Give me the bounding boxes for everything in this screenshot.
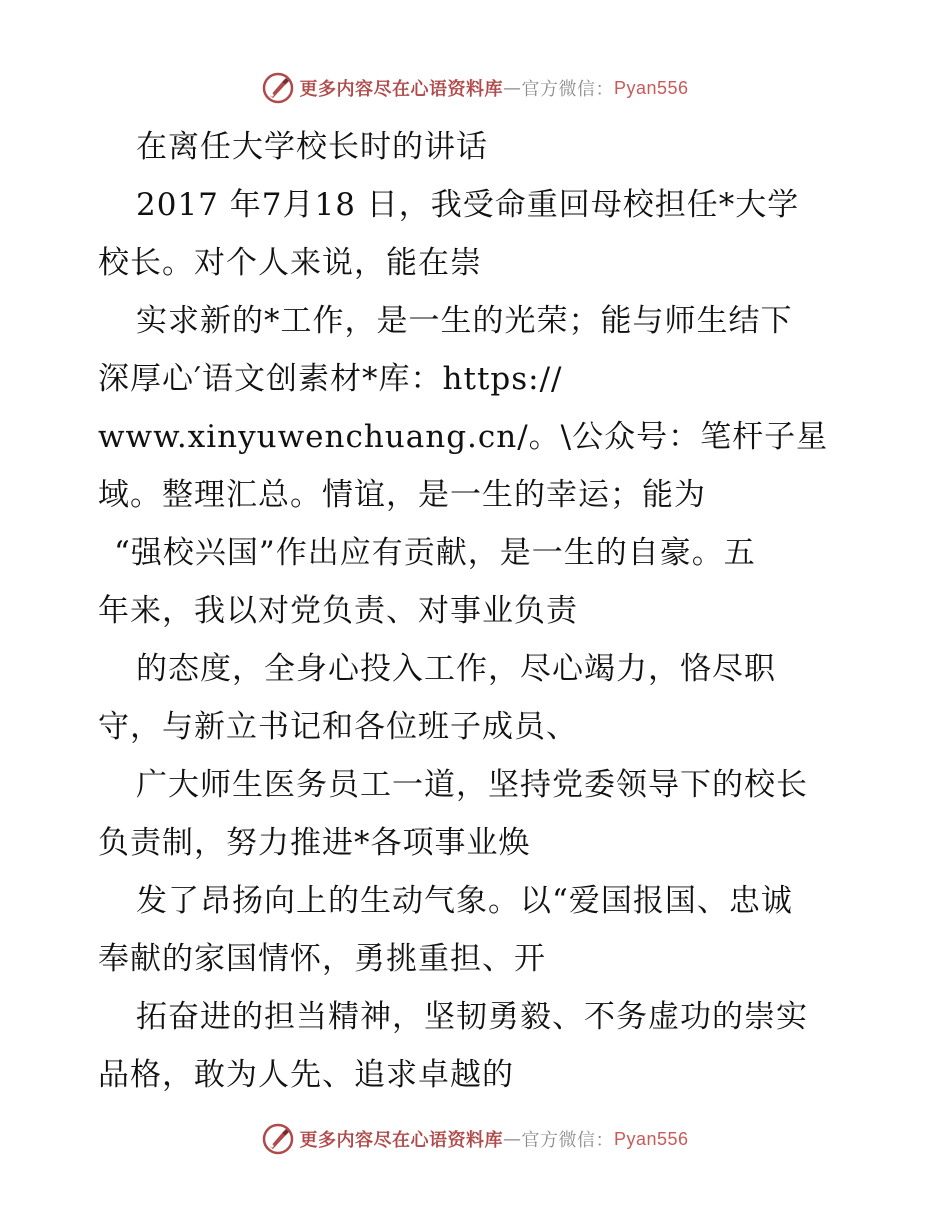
paragraph-line: 深厚心′语文创素材*库：https://	[98, 361, 563, 397]
paragraph-line: 2017 年7月18 日，我受命重回母校担任*大学	[136, 187, 800, 223]
paragraph-line: 品格，敢为人先、追求卓越的	[98, 1057, 514, 1093]
paragraph-line: 守，与新立书记和各位班子成员、	[98, 709, 578, 745]
banner-official-label: 官方微信：	[521, 1130, 614, 1151]
paragraph-line: 实求新的*工作，是一生的光荣；能与师生结下	[136, 303, 793, 339]
document-body	[98, 118, 868, 1104]
banner-dash: —	[502, 1128, 522, 1150]
banner-main-text: 更多内容尽在心语资料库	[299, 79, 503, 100]
header-banner	[0, 70, 950, 106]
pen-logo-icon	[261, 71, 295, 105]
document-title: 在离任大学校长时的讲话	[136, 129, 488, 165]
paragraph-line: 发了昂扬向上的生动气象。以“爱国报国、忠诚	[136, 883, 793, 919]
paragraph-line: 广大师生医务员工一道，坚持党委领导下的校长	[136, 767, 808, 803]
banner-official-label: 官方微信：	[521, 79, 614, 100]
paragraph-line: 负责制，努力推进*各项事业焕	[98, 825, 531, 861]
paragraph-line: www.xinyuwenchuang.cn/。\公众号：笔杆子星	[98, 419, 829, 455]
banner-wechat-id: Pyan556	[613, 77, 689, 98]
paragraph-line: 校长。对个人来说，能在崇	[98, 245, 482, 281]
paragraph-line: “强校兴国”作出应有贡献，是一生的自豪。五	[114, 535, 756, 571]
pen-logo-icon	[261, 1122, 295, 1156]
banner-dash: —	[502, 77, 522, 99]
footer-banner	[0, 1121, 950, 1157]
banner-wechat-id: Pyan556	[613, 1128, 689, 1149]
paragraph-line: 奉献的家国情怀，勇挑重担、开	[98, 941, 546, 977]
paragraph-line: 年来，我以对党负责、对事业负责	[98, 593, 578, 629]
banner-main-text: 更多内容尽在心语资料库	[299, 1130, 503, 1151]
paragraph-line: 拓奋进的担当精神，坚韧勇毅、不务虚功的崇实	[136, 999, 808, 1035]
paragraph-line: 的态度，全身心投入工作，尽心竭力，恪尽职	[136, 651, 776, 687]
paragraph-line: 域。整理汇总。情谊，是一生的幸运；能为	[98, 477, 706, 513]
